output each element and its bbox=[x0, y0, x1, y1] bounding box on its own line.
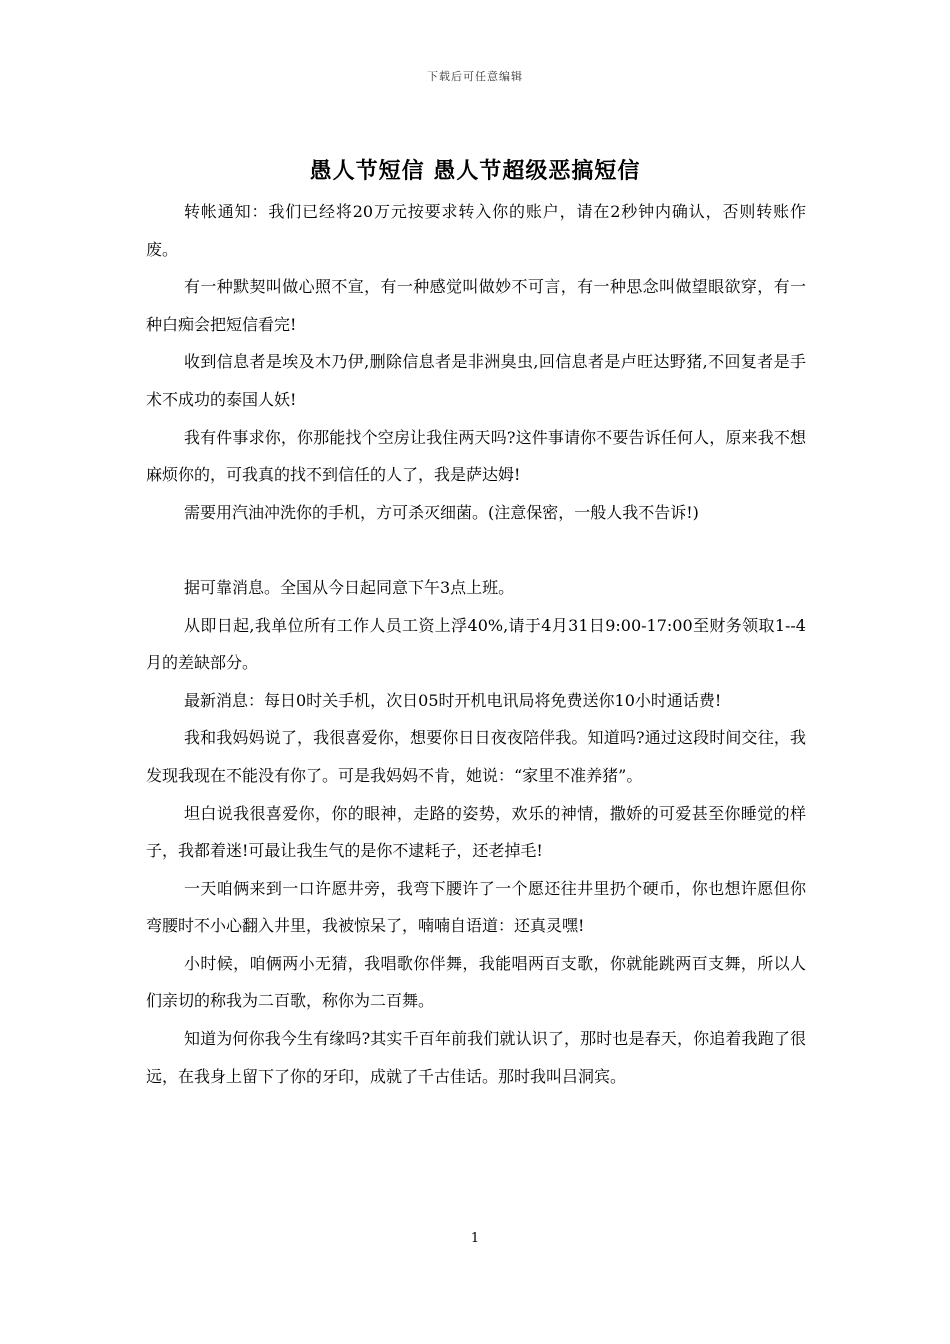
paragraph-tacit-understanding: 有一种默契叫做心照不宣，有一种感觉叫做妙不可言，有一种思念叫做望眼欲穿，有一种白痴会把短信看完! bbox=[146, 277, 806, 334]
paragraph-wishing-well: 一天咱俩来到一口许愿井旁，我弯下腰许了一个愿还往井里扔个硬币，你也想许愿但你弯腰时不小心翻入井里，我被惊呆了，喃喃自语道：还真灵嘿! bbox=[146, 878, 806, 936]
paragraph-mummy: 收到信息者是埃及木乃伊,删除信息者是非洲臭虫,回信息者是卢旺达野猪,不回复者是手术不成功的泰国人妖! bbox=[146, 352, 806, 409]
paragraph-childhood: 小时候，咱俩两小无猜，我唱歌你伴舞，我能唱两百支歌，你就能跳两百支舞，所以人们亲切的称我为二百歌，称你为二百舞。 bbox=[146, 953, 806, 1011]
paragraph-gasoline: 需要用汽油冲洗你的手机，方可杀灭细菌。(注意保密，一般人我不告诉!) bbox=[184, 502, 699, 522]
paragraph-destiny: 知道为何你我今生有缘吗?其实千百年前我们就认识了，那时也是春天，你追着我跑了很远，在我身上留下了你的牙印，成就了千古佳话。那时我叫吕洞宾。 bbox=[146, 1029, 806, 1086]
header-note: 下载后可任意编辑 bbox=[427, 70, 523, 83]
paragraph-salary: 从即日起,我单位所有工作人员工资上浮40%,请于4月31日9:00-17:00至财务领取1--4月的差缺部分。 bbox=[146, 615, 806, 673]
paragraph-phone-credit: 最新消息：每日0时关手机，次日05时开机电讯局将免费送你10小时通话费! bbox=[184, 690, 722, 710]
document-body bbox=[146, 193, 806, 1095]
page-number: 1 bbox=[470, 1231, 480, 1246]
paragraph-confession: 坦白说我很喜爱你，你的眼神，走路的姿势，欢乐的神情，撒娇的可爱甚至你睡觉的样子，我都着迷!可最让我生气的是你不逮耗子，还老掉毛! bbox=[146, 803, 806, 861]
paragraph-mom: 我和我妈妈说了，我很喜爱你，想要你日日夜夜陪伴我。知道吗?通过这段时间交往，我发现我现在不能没有你了。可是我妈妈不肯，她说：“家里不准养猪”。 bbox=[146, 728, 806, 785]
paragraph-work-hours: 据可靠消息。全国从今日起同意下午3点上班。 bbox=[184, 577, 515, 597]
document-title: 愚人节短信 愚人节超级恶搞短信 bbox=[309, 158, 641, 184]
paragraph-saddam: 我有件事求你，你那能找个空房让我住两天吗?这件事请你不要告诉任何人，原来我不想麻烦你的，可我真的找不到信任的人了，我是萨达姆! bbox=[146, 427, 806, 485]
paragraph-transfer-notice: 转帐通知：我们已经将20万元按要求转入你的账户，请在2秒钟内确认，否则转账作废。 bbox=[146, 202, 806, 259]
